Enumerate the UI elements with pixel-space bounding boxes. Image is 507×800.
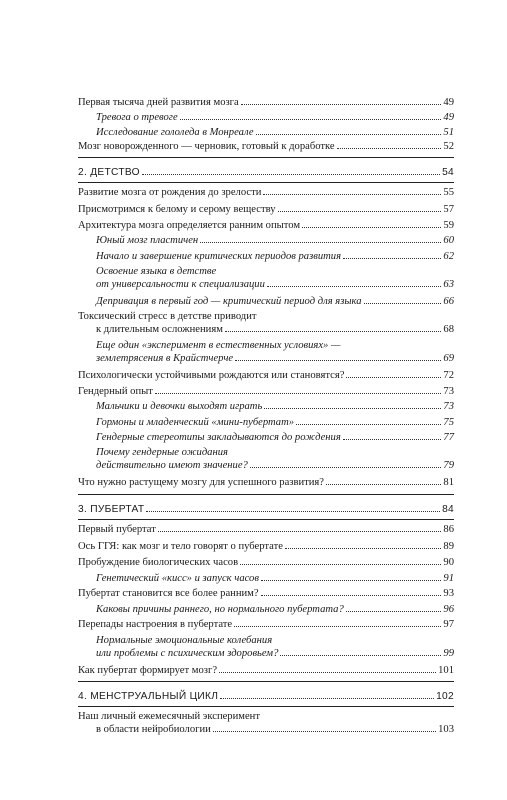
- page-number: 73: [443, 401, 454, 412]
- dot-leader: [264, 408, 441, 409]
- dot-leader: [346, 611, 442, 612]
- dot-leader: [250, 467, 442, 468]
- toc-entry-title: или проблемы с психическим здоровьем?: [96, 648, 279, 659]
- toc-entry-title: Мальчики и девочки выходят играть: [96, 401, 263, 412]
- page-number: 79: [443, 460, 454, 471]
- dot-leader: [256, 134, 442, 135]
- toc-entry-first-line: Наш личный ежемесячный эксперимент: [78, 711, 260, 722]
- page-number: 68: [443, 324, 454, 335]
- page-number: 77: [443, 432, 454, 443]
- dot-leader: [200, 242, 441, 243]
- section-divider: [78, 681, 454, 682]
- toc-entry-title: Первая тысяча дней развития мозга: [78, 97, 239, 108]
- toc-entry: [78, 339, 454, 365]
- dot-leader: [343, 439, 442, 440]
- toc-entry-title: Генетический «кисс» и запуск часов: [96, 573, 259, 584]
- toc-entry-title: к длительным осложнениям: [96, 324, 223, 335]
- toc-entry-title: в области нейробиологии: [96, 724, 211, 735]
- dot-leader: [142, 174, 440, 175]
- dot-leader: [234, 626, 441, 627]
- chapter-title: 4. МЕНСТРУАЛЬНЫЙ ЦИКЛ: [78, 691, 219, 702]
- toc-entry-title: Исследование гололеда в Монреале: [96, 127, 254, 138]
- toc-entry-title: Что нужно растущему мозгу для успешного развития?: [78, 477, 324, 488]
- page-number: 59: [443, 220, 454, 231]
- page-number: 63: [443, 279, 454, 290]
- page-number: 49: [443, 97, 454, 108]
- dot-leader: [155, 393, 442, 394]
- toc-entry: [78, 126, 454, 139]
- dot-leader: [261, 580, 441, 581]
- page-number: 75: [443, 417, 454, 428]
- toc-entry-title: Мозг новорожденного — черновик, готовый к доработке: [78, 141, 335, 152]
- toc-entry: [78, 618, 454, 631]
- dot-leader: [213, 731, 436, 732]
- dot-leader: [296, 424, 441, 425]
- toc-entry: [78, 203, 454, 216]
- toc-entry: [78, 186, 454, 199]
- toc-entry: [78, 540, 454, 553]
- chapter-title: 3. ПУБЕРТАТ: [78, 504, 145, 515]
- toc-entry-title: Начало и завершение критических периодов развития: [96, 251, 341, 262]
- dot-leader: [220, 698, 434, 699]
- toc-entry-first-line: Почему гендерные ожидания: [96, 447, 228, 458]
- dot-leader: [326, 484, 441, 485]
- toc-entry: [78, 634, 454, 660]
- toc-entry-title: Архитектура мозга определяется ранним опытом: [78, 220, 301, 231]
- toc-entry-first-line: Освоение языка в детстве: [96, 266, 217, 277]
- toc-entry-title: Присмотримся к белому и серому веществу: [78, 204, 276, 215]
- page-number: 66: [443, 296, 454, 307]
- dot-leader: [263, 194, 441, 195]
- toc-entry: [78, 140, 454, 153]
- page-number: 84: [442, 504, 454, 515]
- page-number: 91: [443, 573, 454, 584]
- dot-leader: [240, 564, 441, 565]
- page-number: 103: [438, 724, 454, 735]
- toc-entry-title: Как пубертат формирует мозг?: [78, 665, 218, 676]
- page-number: 97: [443, 619, 454, 630]
- dot-leader: [180, 119, 442, 120]
- toc-entry: [78, 250, 454, 263]
- toc-entry: [78, 664, 454, 677]
- section-divider: [78, 519, 454, 520]
- dot-leader: [346, 377, 441, 378]
- page-number: 99: [443, 648, 454, 659]
- toc-entry: [78, 219, 454, 232]
- page-number: 60: [443, 235, 454, 246]
- dot-leader: [343, 258, 441, 259]
- page-number: 52: [443, 141, 454, 152]
- page-number: 69: [443, 353, 454, 364]
- toc-entry: [78, 523, 454, 536]
- page-number: 57: [443, 204, 454, 215]
- dot-leader: [241, 104, 442, 105]
- page-number: 54: [442, 167, 454, 178]
- toc-entry-title: Юный мозг пластичен: [96, 235, 199, 246]
- page-number: 81: [443, 477, 454, 488]
- dot-leader: [158, 531, 442, 532]
- page-number: 86: [443, 524, 454, 535]
- page-number: 96: [443, 604, 454, 615]
- dot-leader: [278, 211, 442, 212]
- toc-entry-title: Гендерный опыт: [78, 386, 153, 397]
- toc-entry-title: Пробуждение биологических часов: [78, 557, 239, 568]
- toc-entry: [78, 603, 454, 616]
- toc-entry: [78, 265, 454, 291]
- page-number: 89: [443, 541, 454, 552]
- toc-entry: [78, 234, 454, 247]
- toc-entry-title: Психологически устойчивыми рождаются или становятся?: [78, 370, 345, 381]
- page-number: 49: [443, 112, 454, 123]
- toc-entry-title: Депривация в первый год — критический период для языка: [96, 296, 362, 307]
- toc-entry-title: Первый пубертат: [78, 524, 156, 535]
- toc-entry: [78, 416, 454, 429]
- chapter-heading: [78, 690, 454, 703]
- toc-entry-first-line: Нормальные эмоциональные колебания: [96, 635, 273, 646]
- toc-entry: [78, 385, 454, 398]
- toc-entry: [78, 400, 454, 413]
- section-divider: [78, 182, 454, 183]
- toc-entry: [78, 431, 454, 444]
- dot-leader: [225, 331, 441, 332]
- toc-entry: [78, 96, 454, 109]
- dot-leader: [235, 360, 441, 361]
- dot-leader: [280, 655, 441, 656]
- page-number: 51: [443, 127, 454, 138]
- chapter-heading: [78, 503, 454, 516]
- toc-entry-title: Пубертат становится все более ранним?: [78, 588, 259, 599]
- dot-leader: [267, 286, 442, 287]
- toc-entry: [78, 476, 454, 489]
- dot-leader: [364, 303, 442, 304]
- page-number: 55: [443, 187, 454, 198]
- toc-entry: [78, 111, 454, 124]
- toc-entry: [78, 587, 454, 600]
- toc-entry: [78, 369, 454, 382]
- chapter-heading: [78, 166, 454, 179]
- section-divider: [78, 494, 454, 495]
- toc-entry-first-line: Еще один «эксперимент в естественных условиях» —: [96, 340, 341, 351]
- toc-entry-first-line: Токсический стресс в детстве приводит: [78, 311, 257, 322]
- toc-entry: [78, 310, 454, 336]
- toc-entry-title: Тревога о тревоге: [96, 112, 178, 123]
- toc-entry-title: Развитие мозга от рождения до зрелости: [78, 187, 262, 198]
- toc-entry-title: землетрясения в Крайстчерче: [96, 353, 234, 364]
- toc-entry-title: Гендерные стереотипы закладываются до рождения: [96, 432, 341, 443]
- dot-leader: [219, 672, 436, 673]
- toc-entry: [78, 446, 454, 472]
- toc-entry-title: от универсальности к специализации: [96, 279, 265, 290]
- page-number: 62: [443, 251, 454, 262]
- chapter-title: 2. ДЕТСТВО: [78, 167, 140, 178]
- toc-entry: [78, 572, 454, 585]
- section-divider: [78, 157, 454, 158]
- toc-entry-title: Ось ГГЯ: как мозг и тело говорят о пубертате: [78, 541, 283, 552]
- toc-entry: [78, 295, 454, 308]
- page-number: 102: [436, 691, 454, 702]
- page-number: 90: [443, 557, 454, 568]
- page-number: 73: [443, 386, 454, 397]
- page-number: 93: [443, 588, 454, 599]
- page-number: 101: [438, 665, 454, 676]
- dot-leader: [146, 511, 440, 512]
- section-divider: [78, 706, 454, 707]
- dot-leader: [302, 227, 441, 228]
- toc-entry-title: Перепады настроения в пубертате: [78, 619, 233, 630]
- toc-entry-title: Гормоны и младенческий «мини-пубертат»: [96, 417, 295, 428]
- page-number: 72: [443, 370, 454, 381]
- toc-entry-title: действительно имеют значение?: [96, 460, 248, 471]
- dot-leader: [337, 148, 442, 149]
- dot-leader: [261, 595, 442, 596]
- dot-leader: [285, 548, 441, 549]
- toc-entry-title: Каковы причины раннего, но нормального пубертата?: [96, 604, 344, 615]
- toc-entry: [78, 556, 454, 569]
- toc-entry: [78, 710, 454, 736]
